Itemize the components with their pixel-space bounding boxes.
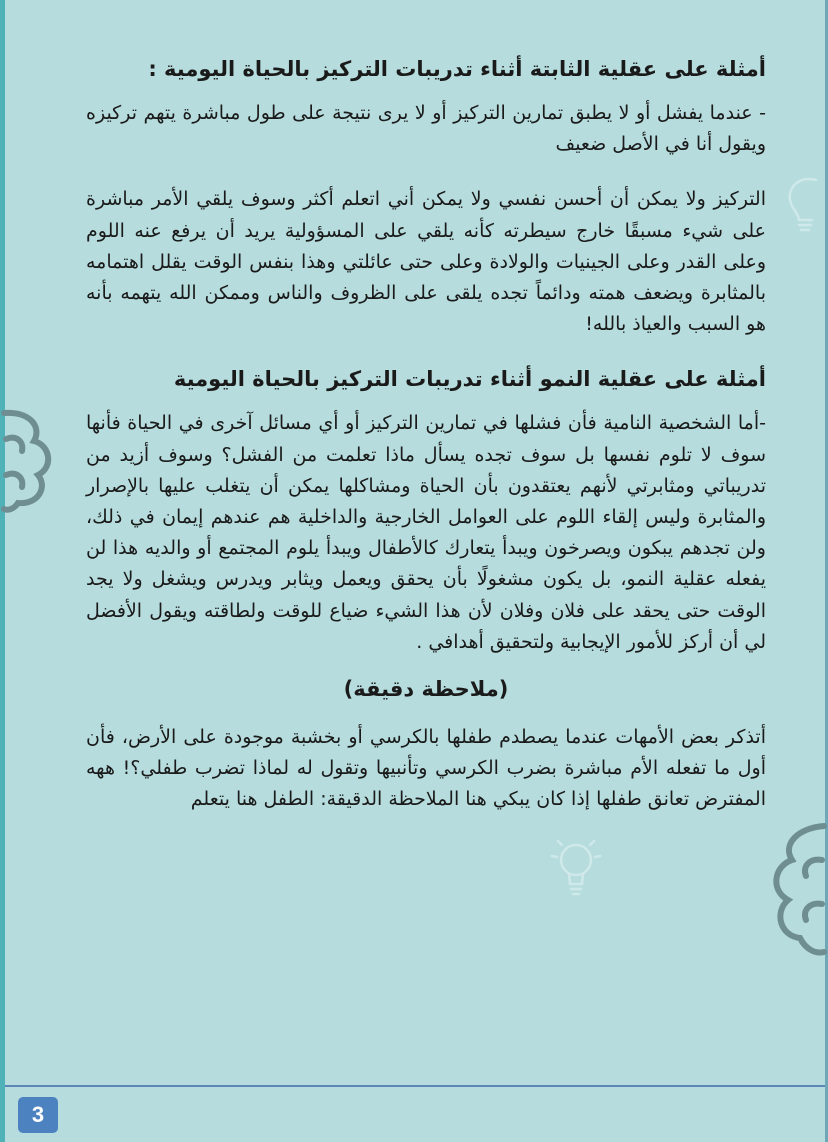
growth-mindset-paragraph: -أما الشخصية النامية فأن فشلها في تمارين التركيز أو أي مسائل آخرى في الحياة فأنها سوف لا تلوم نفسها بل سوف تجده يسأل ماذا تعلمت من الفشل؟ وسوف أزيد من تدريباتي ومثابرتي لأنهم يعتقدون بأن الحياة ومشاكلها يمكن أن يتغلب عليها بالإصرار والمثابرة وليس إلقاء اللوم على العوامل الخارجية والداخلية هم عندهم إيمان في ذلك، ولن تجدهم يبكون ويصرخون ويبدأ يتعارك كالأطفال ويبدأ يلوم المجتمع أو والديه هذا لن يفعله عقلية النمو، بل يكون مشغولًا بأن يحقق ويعمل ويثابر ويدرس ويشغل ولا يجد الوقت حتى يحقد على فلان وفلان لأن هذا الشيء ضياع للوقت ولطاقته ويقول الأفضل لي أن أركز للأمور الإيجابية ولتحقيق أهدافي .: [86, 412, 766, 653]
brain-outline-icon: [0, 405, 60, 515]
brain-outline-icon: [768, 820, 828, 960]
lightbulb-outline-icon: [782, 172, 824, 234]
note-heading: (ملاحظة دقيقة): [343, 677, 509, 702]
footer-divider: [5, 1085, 825, 1087]
fixed-mindset-heading: أمثلة على عقلية الثابتة أثناء تدريبات التركيز بالحياة اليومية :: [148, 57, 766, 81]
fixed-mindset-paragraph-2: التركيز ولا يمكن أن أحسن نفسي ولا يمكن أني اتعلم أكثر وسوف يلقي الأمر مباشرة على شيء مسبقًا خارج سيطرته كأنه يلقي على المسؤولية يريد أن يرفع عنه اللوم وعلى القدر وعلى الجينيات والولادة وعلى حتى عائلتي وهذا بنفس الوقت يقلل اهتمامه بالمثابرة ويضعف همته ودائماً تجده يلقى على الظروف والناس وممكن الله يتهمه بأنه هو السبب والعياذ بالله!: [86, 188, 766, 336]
document-body: [86, 50, 766, 816]
lightbulb-outline-icon: [548, 836, 610, 902]
note-paragraph: أتذكر بعض الأمهات عندما يصطدم طفلها بالكرسي أو بخشبة موجودة على الأرض، فأن أول ما تفعله الأم مباشرة بضرب الكرسي وتأنبيها وتقول له لماذا تضرب طفلي؟! ههه المفترض تعانق طفلها إذا كان يبكي هنا الملاحظة الدقيقة: الطفل هنا يتعلم: [86, 726, 766, 811]
left-edge-strip: [0, 0, 5, 1142]
page-number-badge: 3: [18, 1097, 58, 1133]
fixed-mindset-paragraph-1: - عندما يفشل أو لا يطبق تمارين التركيز أو لا يرى نتيجة على طول مباشرة يتهم تركيزه ويقول أنا في الأصل ضعيف: [86, 102, 766, 156]
growth-mindset-heading: أمثلة على عقلية النمو أثناء تدريبات التركيز بالحياة اليومية: [173, 367, 766, 392]
